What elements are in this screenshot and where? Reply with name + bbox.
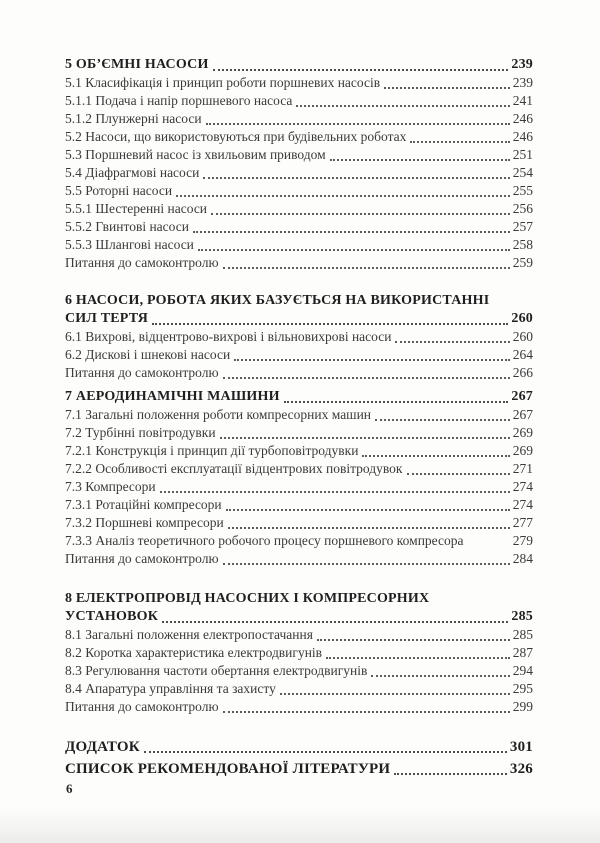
toc-entry-label: 7.2.2 Особливості експлуатації відцентрових повітродувок <box>65 461 403 476</box>
toc-entry-row <box>65 608 533 626</box>
toc-entry-page: 257 <box>512 219 533 234</box>
toc-entry <box>65 478 533 496</box>
toc-entry-page: 285 <box>511 609 533 624</box>
toc-entry-row <box>65 662 533 680</box>
toc-entry-page: 269 <box>512 425 533 440</box>
toc-entry <box>65 236 533 254</box>
toc-entry-label: 7.2 Турбінні повітродувки <box>65 425 216 440</box>
scan-shadow-bottom <box>0 807 600 843</box>
toc-entry-label: 8.4 Апаратура управління та захисту <box>65 681 276 696</box>
toc-entry-label: 6.1 Вихрові, відцентрово-вихрові і вільновихрові насоси <box>65 329 392 344</box>
toc-entry-page: 326 <box>509 761 533 777</box>
dot-leader <box>162 621 508 623</box>
dot-leader <box>375 419 510 421</box>
dot-leader <box>176 195 510 197</box>
toc-entry-row <box>65 532 533 550</box>
dot-leader <box>206 123 510 125</box>
toc-entry-label: 5.1.2 Плунжерні насоси <box>65 111 202 126</box>
toc-entry-row <box>65 680 533 698</box>
toc-entry <box>65 164 533 182</box>
toc-entry-row <box>65 698 533 716</box>
dot-leader <box>144 751 507 753</box>
toc-entry-row <box>65 56 533 74</box>
toc-entry-row <box>65 460 533 478</box>
toc-entry <box>65 182 533 200</box>
toc-entry-page: 274 <box>512 497 533 512</box>
toc-entry-row <box>65 626 533 644</box>
toc-entry-label: 5.1 Класифікація і принцип роботи поршневих насосів <box>65 75 381 90</box>
toc-entry <box>65 200 533 218</box>
toc-entry-page: 241 <box>512 93 533 108</box>
toc-entry-label: 5.4 Діафрагмові насоси <box>65 165 200 180</box>
toc-entry <box>65 424 533 442</box>
toc-entry-label: 7.3.1 Ротаційні компресори <box>65 497 222 512</box>
toc-entry <box>65 74 533 92</box>
toc-entry-row <box>65 146 533 164</box>
toc-entry-row <box>65 496 533 514</box>
toc-entry <box>65 218 533 236</box>
toc-entry <box>65 128 533 146</box>
toc-entry-label: ДОДАТОК <box>65 739 140 755</box>
page-number: 6 <box>66 781 73 796</box>
toc-entry-page: 279 <box>512 533 533 548</box>
toc-entry-label: 5.5 Роторні насоси <box>65 183 173 198</box>
toc-entry-page: 260 <box>511 311 533 326</box>
toc-entry-row <box>65 442 533 460</box>
toc-entry-row <box>65 346 533 364</box>
toc-entry <box>65 514 533 532</box>
toc-entry-row <box>65 736 533 758</box>
dot-leader <box>223 377 510 379</box>
dot-leader <box>362 455 509 457</box>
toc-entry-label: Питання до самоконтролю <box>65 699 219 714</box>
toc-entry-label: 5.2 Насоси, що використовуються при будівельних роботах <box>65 129 407 144</box>
toc-entry-label: 8.2 Коротка характеристика електродвигунів <box>65 645 323 660</box>
dot-leader <box>284 401 509 403</box>
toc-entry <box>65 442 533 460</box>
toc-entry <box>65 460 533 478</box>
toc-entry <box>65 388 533 406</box>
toc-entry-page: 259 <box>512 255 533 270</box>
toc-entry-page: 239 <box>512 75 533 90</box>
toc-entry-page: 255 <box>512 183 533 198</box>
dot-leader <box>407 473 510 475</box>
dot-leader <box>234 359 510 361</box>
toc-entry-page: 299 <box>512 699 533 714</box>
toc-entry-page: 301 <box>509 739 533 755</box>
toc-entry-row <box>65 406 533 424</box>
toc-entry-label: 5 ОБ’ЄМНІ НАСОСИ <box>65 57 209 72</box>
toc-entry <box>65 56 533 74</box>
dot-leader <box>211 213 510 215</box>
toc-entry-label: СПИСОК РЕКОМЕНДОВАНОЇ ЛІТЕРАТУРИ <box>65 761 391 777</box>
dot-leader <box>317 639 510 641</box>
toc-entry <box>65 758 533 780</box>
dot-leader <box>326 657 510 659</box>
toc-entry-row <box>65 200 533 218</box>
dot-leader <box>296 105 509 107</box>
toc-entry <box>65 92 533 110</box>
toc-entry-page: 239 <box>511 57 533 72</box>
toc-entry-row <box>65 110 533 128</box>
toc-entry-page: 277 <box>512 515 533 530</box>
toc-entry <box>65 346 533 364</box>
toc-entry <box>65 550 533 568</box>
toc-entry-row <box>65 424 533 442</box>
toc-entry <box>65 680 533 698</box>
toc-entry-label: СИЛ ТЕРТЯ <box>65 311 149 326</box>
toc-entry-page: 246 <box>512 111 533 126</box>
toc-entry-label: 5.3 Поршневий насос із хвильовим приводом <box>65 147 326 162</box>
dot-leader <box>371 675 509 677</box>
toc-entry <box>65 698 533 716</box>
toc-entry-row <box>65 218 533 236</box>
dot-leader <box>223 267 510 269</box>
toc-entry-page: 271 <box>512 461 533 476</box>
toc-entry-label: 8.1 Загальні положення електропостачання <box>65 627 313 642</box>
dot-leader <box>223 711 510 713</box>
toc-entry-row <box>65 92 533 110</box>
toc-entry-page: 269 <box>512 443 533 458</box>
dot-leader <box>193 231 510 233</box>
toc-entry <box>65 590 533 626</box>
toc-entry-title-line1: 8 ЕЛЕКТРОПРОВІД НАСОСНИХ І КОМПРЕСОРНИХ <box>65 591 430 606</box>
toc-entry-row <box>65 164 533 182</box>
dot-leader <box>395 341 509 343</box>
toc-entry-label: 5.1.1 Подача і напір поршневого насоса <box>65 93 293 108</box>
dot-leader <box>410 141 509 143</box>
toc-entry <box>65 496 533 514</box>
toc-entry-page: 274 <box>512 479 533 494</box>
dot-leader <box>330 159 510 161</box>
toc-entry-page: 284 <box>512 551 533 566</box>
toc-entry-page: 285 <box>512 627 533 642</box>
toc-entry-row <box>65 514 533 532</box>
toc-entry <box>65 364 533 382</box>
toc-entry-row <box>65 182 533 200</box>
dot-leader <box>152 323 508 325</box>
dot-leader <box>226 509 510 511</box>
toc-entry-row <box>65 310 533 328</box>
dot-leader <box>198 249 510 251</box>
toc-entry-label: Питання до самоконтролю <box>65 551 219 566</box>
toc-entry-row <box>65 388 533 406</box>
toc-entry <box>65 292 533 328</box>
toc-entry-title-line1: 6 НАСОСИ, РОБОТА ЯКИХ БАЗУЄТЬСЯ НА ВИКОРИСТАННІ <box>65 293 490 308</box>
dot-leader <box>384 87 510 89</box>
toc-entry-page: 295 <box>512 681 533 696</box>
toc-entry-row <box>65 550 533 568</box>
toc-entry <box>65 662 533 680</box>
toc-entry-label: 6.2 Дискові і шнекові насоси <box>65 347 231 362</box>
toc-entry-row <box>65 644 533 662</box>
dot-leader <box>213 69 509 71</box>
dot-leader <box>203 177 509 179</box>
toc-entry-label: Питання до самоконтролю <box>65 255 219 270</box>
toc-entry <box>65 110 533 128</box>
toc-entry <box>65 328 533 346</box>
toc-entry-label: 7.3 Компресори <box>65 479 156 494</box>
toc-entry-page: 258 <box>512 237 533 252</box>
toc-entry-label: 5.5.3 Шлангові насоси <box>65 237 194 252</box>
table-of-contents <box>65 50 533 780</box>
toc-entry-label: 7.2.1 Конструкція і принцип дії турбоповітродувки <box>65 443 359 458</box>
toc-entry-label: 7 АЕРОДИНАМІЧНІ МАШИНИ <box>65 389 280 404</box>
toc-entry-row <box>65 236 533 254</box>
dot-leader <box>223 563 510 565</box>
toc-entry-page: 251 <box>512 147 533 162</box>
toc-entry-page: 294 <box>512 663 533 678</box>
toc-entry <box>65 254 533 272</box>
dot-leader <box>160 491 510 493</box>
toc-entry-label: 5.5.1 Шестеренні насоси <box>65 201 208 216</box>
toc-entry-label: Питання до самоконтролю <box>65 365 219 380</box>
toc-entry <box>65 644 533 662</box>
toc-entry <box>65 736 533 758</box>
toc-entry-page: 287 <box>512 645 533 660</box>
toc-entry-row <box>65 328 533 346</box>
toc-entry-label: 5.5.2 Гвинтові насоси <box>65 219 189 234</box>
toc-entry-page: 260 <box>512 329 533 344</box>
toc-entry-page: 254 <box>512 165 533 180</box>
toc-entry-label: 8.3 Регулювання частоти обертання електродвигунів <box>65 663 368 678</box>
toc-entry-row <box>65 478 533 496</box>
toc-entry-row <box>65 74 533 92</box>
toc-entry-page: 267 <box>512 407 533 422</box>
toc-entry-row <box>65 364 533 382</box>
toc-entry <box>65 532 533 550</box>
toc-entry-label: УСТАНОВОК <box>65 609 159 624</box>
toc-entry-page: 264 <box>512 347 533 362</box>
toc-entry-page: 256 <box>512 201 533 216</box>
dot-leader <box>280 693 510 695</box>
toc-entry-label: 7.3.3 Аналіз теоретичного робочого процесу поршневого компресора <box>65 533 464 548</box>
toc-entry <box>65 406 533 424</box>
toc-entry-row <box>65 254 533 272</box>
toc-entry-page: 246 <box>512 129 533 144</box>
toc-entry-row <box>65 758 533 780</box>
toc-entry <box>65 626 533 644</box>
dot-leader <box>228 527 510 529</box>
toc-entry-label: 7.3.2 Поршневі компресори <box>65 515 224 530</box>
toc-entry <box>65 146 533 164</box>
dot-leader <box>220 437 510 439</box>
toc-entry-page: 267 <box>511 389 533 404</box>
toc-entry-label: 7.1 Загальні положення роботи компресорних машин <box>65 407 372 422</box>
toc-entry-page: 266 <box>512 365 533 380</box>
toc-entry-row <box>65 128 533 146</box>
dot-leader <box>394 773 507 775</box>
